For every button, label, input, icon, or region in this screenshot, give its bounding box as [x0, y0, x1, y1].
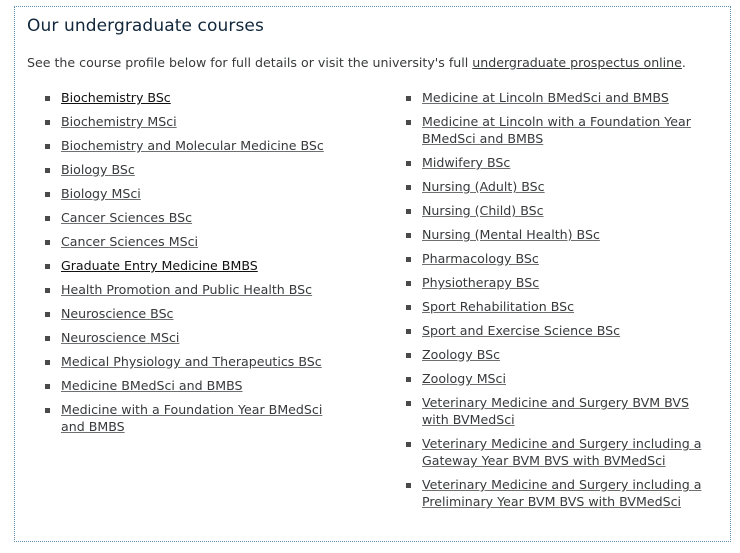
courses-panel	[14, 6, 731, 542]
list-item	[45, 281, 345, 298]
course-link[interactable]: Neuroscience MSci	[61, 330, 180, 345]
course-list-left	[45, 89, 345, 442]
course-link[interactable]: Zoology MSci	[422, 371, 506, 386]
list-item	[406, 154, 716, 171]
course-link[interactable]: Medicine at Lincoln BMedSci and BMBS	[422, 90, 669, 105]
course-link[interactable]: Biochemistry MSci	[61, 114, 177, 129]
course-link[interactable]: Cancer Sciences BSc	[61, 210, 193, 225]
course-link[interactable]: Biology BSc	[61, 162, 135, 177]
course-link[interactable]: Biochemistry BSc	[61, 90, 171, 105]
course-link[interactable]: Neuroscience BSc	[61, 306, 174, 321]
course-link[interactable]: Sport Rehabilitation BSc	[422, 299, 575, 314]
list-item	[45, 305, 345, 322]
course-link[interactable]: Pharmacology BSc	[422, 251, 539, 266]
list-item	[45, 137, 345, 154]
list-item	[406, 435, 716, 469]
course-list-right	[406, 89, 716, 517]
course-link[interactable]: Health Promotion and Public Health BSc	[61, 282, 313, 297]
course-link[interactable]: Midwifery BSc	[422, 155, 511, 170]
intro-end: .	[681, 55, 686, 70]
course-link[interactable]: Cancer Sciences MSci	[61, 234, 199, 249]
list-item	[45, 233, 345, 250]
prospectus-link[interactable]: undergraduate prospectus online	[472, 55, 682, 70]
list-item	[406, 202, 716, 219]
course-link[interactable]: Zoology BSc	[422, 347, 501, 362]
list-item	[45, 185, 345, 202]
section-heading: Our undergraduate courses	[27, 16, 264, 36]
course-link[interactable]: Graduate Entry Medicine BMBS	[61, 258, 258, 273]
course-link[interactable]: Nursing (Mental Health) BSc	[422, 227, 600, 242]
course-link[interactable]: Veterinary Medicine and Surgery including a Preliminary Year BVM BVS with BVMedSci	[422, 477, 702, 509]
list-item	[45, 257, 345, 274]
list-item	[45, 161, 345, 178]
list-item	[406, 322, 716, 339]
list-item	[406, 226, 716, 243]
list-item	[406, 113, 716, 147]
list-item	[45, 401, 345, 435]
course-link[interactable]: Medicine with a Foundation Year BMedSci and BMBS	[61, 402, 323, 434]
list-item	[406, 370, 716, 387]
list-item	[45, 353, 345, 370]
course-link[interactable]: Medical Physiology and Therapeutics BSc	[61, 354, 322, 369]
list-item	[406, 346, 716, 363]
list-item	[406, 89, 716, 106]
list-item	[45, 89, 345, 106]
course-link[interactable]: Veterinary Medicine and Surgery including a Gateway Year BVM BVS with BVMedSci	[422, 436, 702, 468]
list-item	[45, 377, 345, 394]
list-item	[45, 113, 345, 130]
list-item	[45, 209, 345, 226]
list-item	[406, 298, 716, 315]
list-item	[406, 250, 716, 267]
course-link[interactable]: Nursing (Child) BSc	[422, 203, 544, 218]
course-link[interactable]: Nursing (Adult) BSc	[422, 179, 545, 194]
list-item	[406, 394, 716, 428]
list-item	[406, 178, 716, 195]
list-item	[406, 274, 716, 291]
list-item	[45, 329, 345, 346]
course-link[interactable]: Biology MSci	[61, 186, 141, 201]
course-link[interactable]: Physiotherapy BSc	[422, 275, 540, 290]
course-link[interactable]: Biochemistry and Molecular Medicine BSc	[61, 138, 324, 153]
list-item	[406, 476, 716, 510]
course-link[interactable]: Medicine at Lincoln with a Foundation Year BMedSci and BMBS	[422, 114, 691, 146]
intro-paragraph	[27, 55, 686, 70]
intro-text: See the course profile below for full details or visit the university's full	[27, 55, 473, 70]
course-link[interactable]: Veterinary Medicine and Surgery BVM BVS with BVMedSci	[422, 395, 689, 427]
course-link[interactable]: Medicine BMedSci and BMBS	[61, 378, 243, 393]
course-link[interactable]: Sport and Exercise Science BSc	[422, 323, 621, 338]
